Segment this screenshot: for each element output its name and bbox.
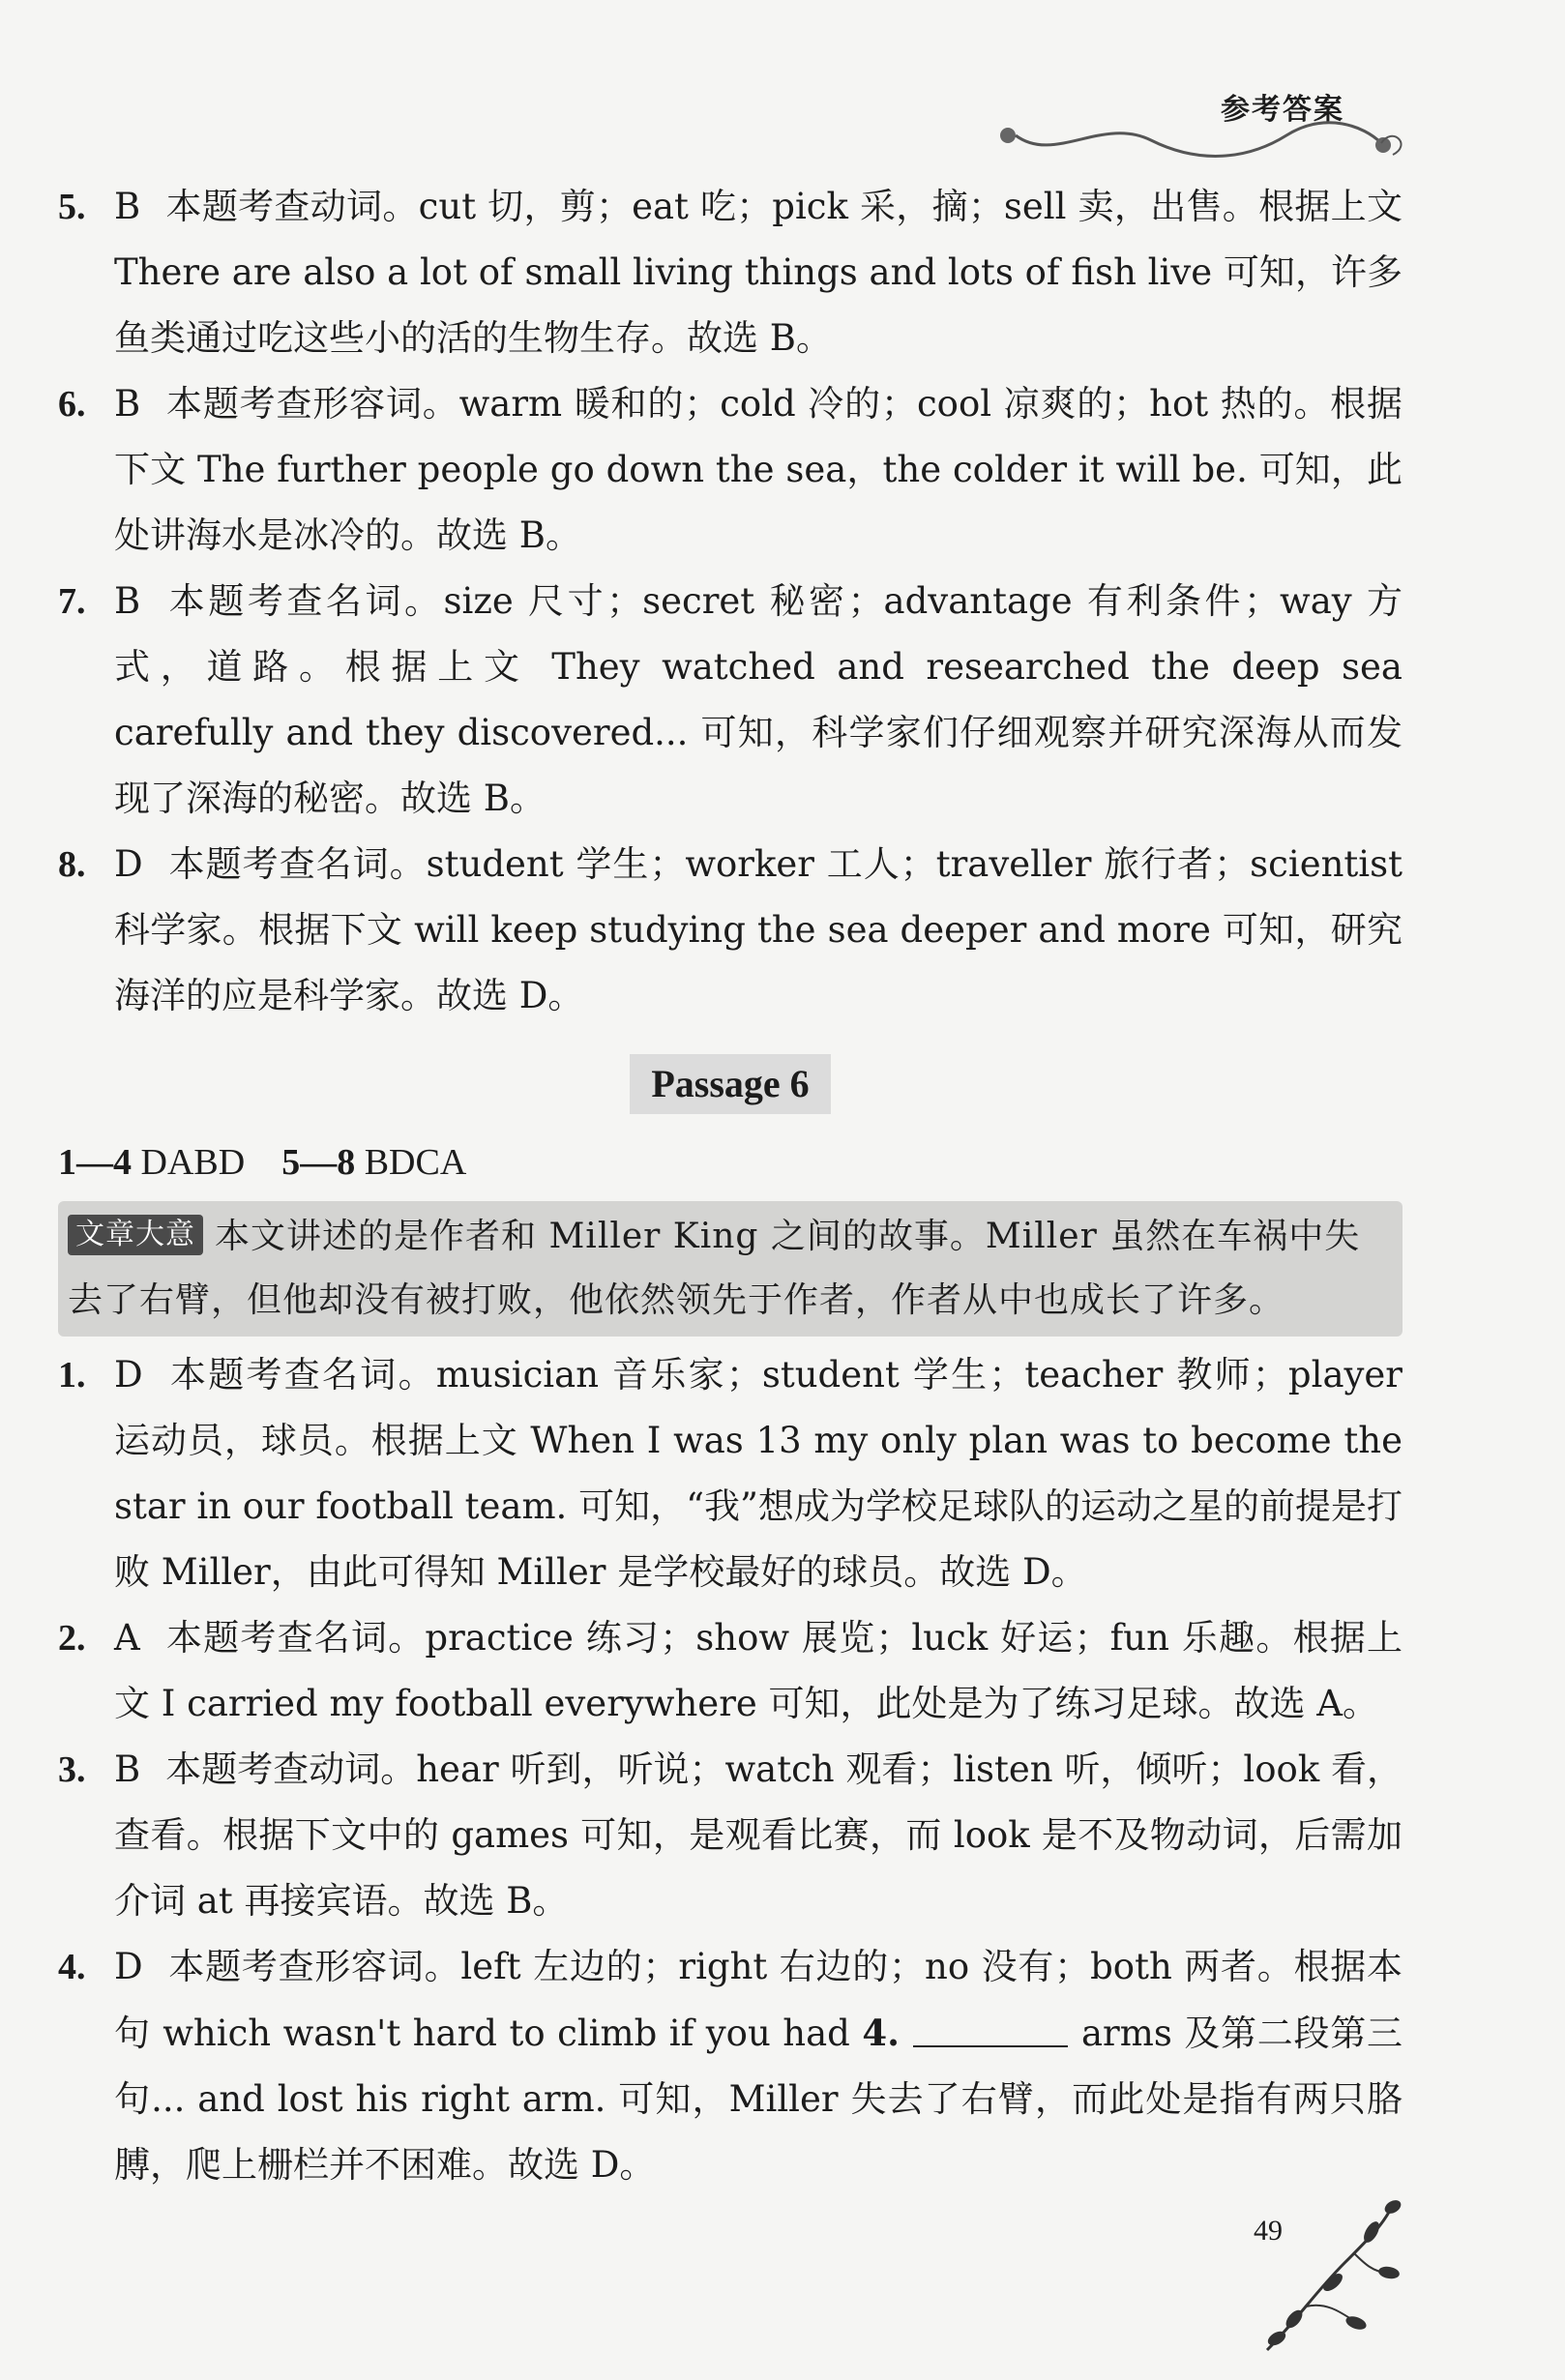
- item-number: 6.: [58, 384, 86, 425]
- answer-range-2: 5—8: [281, 1142, 356, 1183]
- item-explanation: 本题考查名词。musician 音乐家；student 学生；teacher 教师；player 运动员，球员。根据上文 When I was 13 my only plan was to become the star in our football team. 可知，“我”想成为学校足球队的运动之星的前提是打败 Miller，由此可得知 Miller 是学校最好的球员。故选 D。: [114, 1354, 1403, 1593]
- answer-letters-1: DABD: [140, 1142, 246, 1183]
- page-number: 49: [1254, 2215, 1283, 2247]
- item-answer: D: [114, 1946, 143, 1987]
- answer-item-1: [58, 1342, 1403, 1605]
- item-explanation: 本题考查名词。size 尺寸；secret 秘密；advantage 有利条件；way 方式，道路。根据上文 They watched and researched the deep sea carefully and they discovered... 可知，科学家们仔细观察并研究深海从而发现了深海的秘密。故选 B。: [114, 580, 1403, 819]
- item-explanation: 本题考查动词。hear 听到，听说；watch 观看；listen 听，倾听；look 看，查看。根据下文中的 games 可知，是观看比赛，而 look 是不及物动词，后需加介词 at 再接宾语。故选 B。: [114, 1748, 1403, 1922]
- item-number: 7.: [58, 581, 86, 622]
- header-title: 参考答案: [1221, 93, 1344, 127]
- answer-range-1: 1—4: [58, 1142, 132, 1183]
- answer-item-7: [58, 569, 1403, 832]
- passage-title: Passage 6: [630, 1054, 830, 1114]
- item-answer: B: [114, 186, 141, 227]
- summary-label: 文章大意: [68, 1215, 203, 1255]
- item-number: 4.: [58, 1947, 86, 1987]
- item-explanation: 本题考查形容词。warm 暖和的；cold 冷的；cool 凉爽的；hot 热的。根据下文 The further people go down the sea，the colder it will be. 可知，此处讲海水是冰冷的。故选 B。: [114, 383, 1403, 556]
- item-number: 8.: [58, 844, 86, 885]
- answer-blank: [913, 2013, 1068, 2047]
- item-number: 5.: [58, 187, 86, 227]
- item-number: 2.: [58, 1618, 86, 1659]
- blank-number: 4.: [862, 2012, 900, 2054]
- answer-letters-2: BDCA: [364, 1142, 467, 1183]
- item-explanation-part-1: 本题考查形容词。left 左边的；right 右边的；no 没有；both 两者。根据本句 which wasn't hard to climb if you had: [114, 1946, 1403, 2054]
- answer-item-8: [58, 832, 1403, 1029]
- answer-item-2: [58, 1605, 1403, 1737]
- item-explanation: 本题考查动词。cut 切，剪；eat 吃；pick 采，摘；sell 卖，出售。根据上文 There are also a lot of small living things and lots of fish live 可知，许多鱼类通过吃这些小的活的生物生存。故选 B。: [114, 186, 1403, 359]
- passage-heading: [58, 1054, 1403, 1114]
- decorative-swirl-icon: [996, 116, 1403, 174]
- passage-summary: [58, 1201, 1403, 1337]
- answer-item-6: [58, 371, 1403, 569]
- answer-key: [58, 1131, 1403, 1193]
- item-explanation-part-2: arms 及第二段第三句... and lost his right arm. 可知，Miller 失去了右臂，而此处是指有两只胳膊，爬上栅栏并不困难。故选 D。: [114, 2013, 1403, 2186]
- item-number: 1.: [58, 1355, 86, 1396]
- item-answer: D: [114, 1354, 143, 1396]
- answer-content: [58, 174, 1403, 2198]
- item-answer: B: [114, 1748, 141, 1790]
- item-answer: B: [114, 580, 141, 622]
- item-explanation: 本题考查名词。student 学生；worker 工人；traveller 旅行者；scientist 科学家。根据下文 will keep studying the sea deeper and more 可知，研究海洋的应是科学家。故选 D。: [114, 843, 1403, 1016]
- answer-item-4: [58, 1934, 1403, 2198]
- item-explanation: 本题考查名词。practice 练习；show 展览；luck 好运；fun 乐趣。根据上文 I carried my football everywhere 可知，此处是为了练习足球。故选 A。: [114, 1617, 1403, 1724]
- summary-text: 本文讲述的是作者和 Miller King 之间的故事。Miller 虽然在车祸中失去了右臂，但他却没有被打败，他依然领先于作者，作者从中也成长了许多。: [68, 1217, 1361, 1320]
- answer-item-5: [58, 174, 1403, 371]
- item-number: 3.: [58, 1749, 86, 1790]
- page-header: [996, 68, 1403, 174]
- answer-item-3: [58, 1737, 1403, 1934]
- item-answer: A: [114, 1617, 140, 1659]
- item-answer: D: [114, 843, 143, 885]
- item-answer: B: [114, 383, 141, 425]
